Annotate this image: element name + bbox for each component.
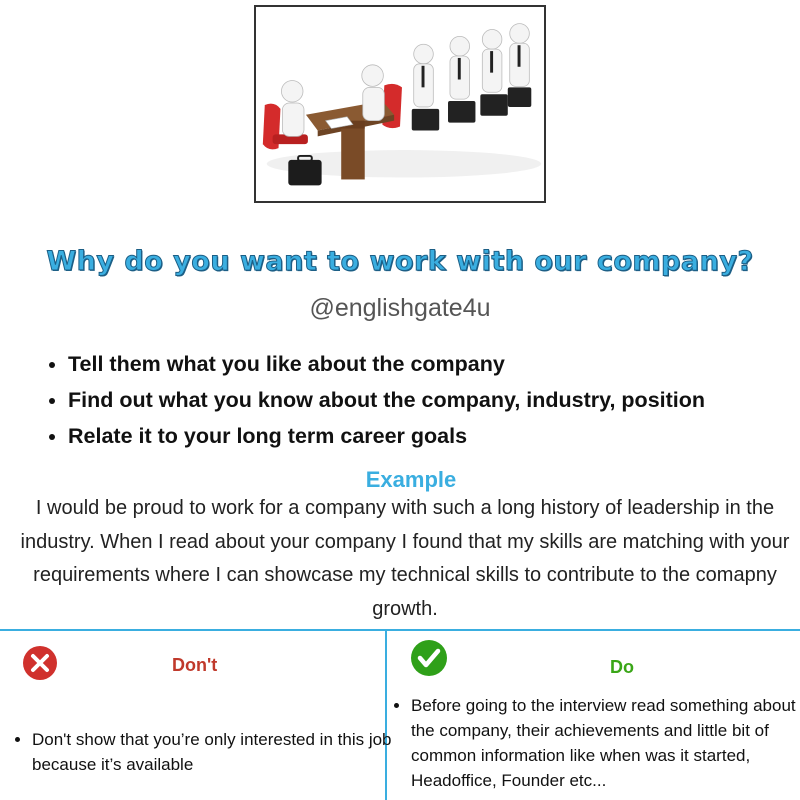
hero-illustration	[254, 5, 546, 203]
interview-illustration	[256, 7, 544, 201]
section-divider	[0, 629, 800, 631]
dont-list	[16, 727, 402, 777]
do-list	[395, 693, 800, 793]
example-text: I would be proud to work for a company with such a long history of leadership in the industry. When I read about your company I found that my skills are matching with your requirements where I can showcase my technical skills to contribute to the comapny growth.	[20, 497, 790, 620]
x-circle-icon	[22, 645, 58, 681]
tip-item: • Find out what you know about the company, industry, position	[68, 384, 705, 420]
do-label: Do	[610, 657, 634, 677]
tip-item: • Relate it to your long term career goals	[68, 420, 705, 456]
page-title: Why do you want to work with our company?	[46, 246, 754, 277]
tip-item: • Tell them what you like about the company	[68, 348, 705, 384]
check-circle-icon	[410, 639, 448, 677]
list-item: • Don't show that you’re only interested in this job because it’s available	[32, 727, 402, 777]
dont-label: Don't	[172, 655, 218, 675]
tips-list	[48, 348, 705, 456]
author-handle: @englishgate4u	[309, 294, 491, 322]
list-item: • Before going to the interview read something about the company, their achievements and little bit of common information like when was it started, Headoffice, Founder etc...	[411, 693, 800, 793]
example-heading: Example	[365, 467, 457, 492]
